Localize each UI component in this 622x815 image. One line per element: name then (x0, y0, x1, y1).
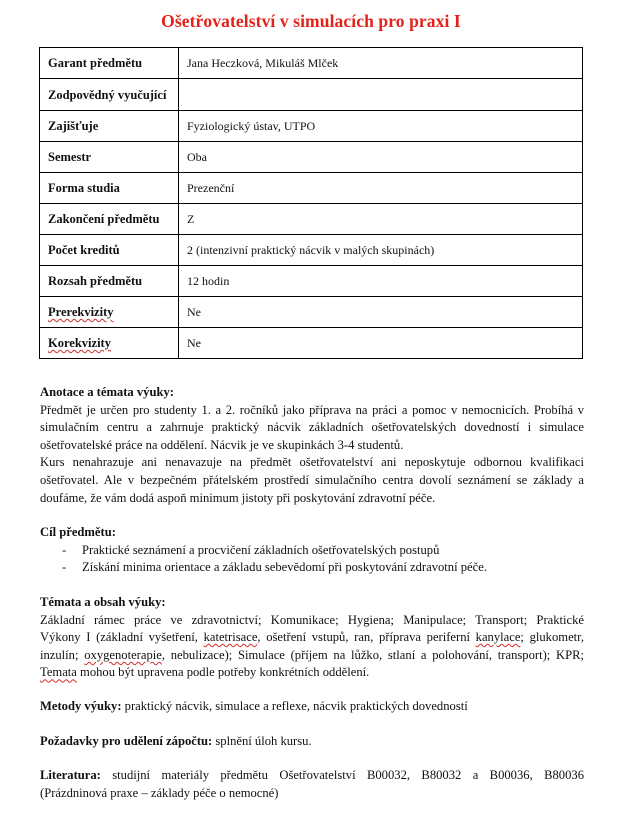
table-row (40, 142, 583, 173)
text-run: kanylace (475, 630, 521, 645)
requirements-section (40, 733, 584, 751)
literature-line (40, 767, 584, 785)
row-value: Fyziologický ústav, UTPO (179, 111, 583, 142)
methods-section (40, 698, 584, 716)
annotation-heading: Anotace a témata výuky: (40, 385, 174, 399)
annotation-line: ošetřovatel. Ale v bezpečném přátelském prostředí simulačního centra dovolí seznámení se základy a (40, 472, 584, 487)
row-value: Ne (179, 328, 583, 359)
text-run: Temata (40, 665, 77, 680)
text-run: , nebulizace); Simulace (příjem na lůžko, stlaní a polohování, transport); KPR; (161, 647, 584, 662)
goal-list (40, 542, 584, 577)
table-row (40, 79, 583, 111)
row-label: Zodpovědný vyučující (40, 79, 179, 111)
text-run: , ošetření vstupů, ran, příprava periferní (257, 630, 476, 645)
row-value: Ne (179, 297, 583, 328)
topics-line (40, 647, 584, 665)
literature-section (40, 767, 584, 802)
topics-heading: Témata a obsah výuky: (40, 595, 166, 609)
annotation-line: Kurs nenahrazuje ani nenavazuje na předmět ošetřovatelství ani neposkytuje odbornou kvalifikaci (40, 455, 584, 470)
row-value (179, 79, 583, 111)
table-row (40, 204, 583, 235)
row-value: Oba (179, 142, 583, 173)
topics-section (40, 594, 584, 682)
literature-line: (Prázdninová praxe – základy péče o nemocné) (40, 785, 279, 800)
row-value: Z (179, 204, 583, 235)
row-label: Zajišťuje (40, 111, 179, 142)
row-label: Počet kreditů (40, 235, 179, 266)
table-row (40, 328, 583, 359)
table-row (40, 173, 583, 204)
row-value: Prezenční (179, 173, 583, 204)
methods-label: Metody výuky: (40, 699, 122, 713)
requirements-label: Požadavky pro udělení zápočtu: (40, 734, 213, 748)
table-row (40, 266, 583, 297)
literature-label: Literatura: (40, 768, 101, 782)
table-row (40, 111, 583, 142)
list-item: - Získání minima orientace a základu sebevědomí při poskytování zdravotní péče. (40, 559, 584, 577)
row-label-text: Korekvizity (48, 336, 111, 350)
row-label-text: Prerekvizity (48, 305, 114, 319)
row-label: Garant předmětu (40, 48, 179, 79)
course-info-table (39, 47, 583, 359)
annotation-line: ošetřovatelské práce na oddělení. Nácvik je ve skupinkách 3-4 studentů. (40, 437, 404, 452)
topics-line (40, 664, 584, 682)
row-label: Forma studia (40, 173, 179, 204)
text-run: oxygenoterapie (84, 647, 162, 662)
annotation-line: Předmět je určen pro studenty 1. a 2. ročníků jako příprava na práci a pomoc v nemocnicích. Probíhá v (40, 402, 584, 417)
methods-text: praktický nácvik, simulace a reflexe, nácvik praktických dovedností (121, 699, 468, 713)
requirements-text: splnění úloh kursu. (212, 734, 312, 748)
row-label (40, 297, 179, 328)
row-label: Rozsah předmětu (40, 266, 179, 297)
text-run: ; glukometr, (520, 630, 584, 645)
topics-line: Základní rámec práce ve zdravotnictví; Komunikace; Hygiena; Manipulace; Transport; Praktické (40, 612, 584, 627)
row-label: Zakončení předmětu (40, 204, 179, 235)
goal-heading: Cíl předmětu: (40, 525, 116, 539)
text-run: mohou být upravena podle potřeby konkrétních oddělení. (76, 665, 370, 680)
table-row (40, 48, 583, 79)
goal-section (40, 524, 584, 577)
table-row (40, 297, 583, 328)
row-value: 2 (intenzivní praktický nácvik v malých skupinách) (179, 235, 583, 266)
text-run: Výkony I (základní vyšetření, (40, 630, 204, 645)
list-item: - Praktické seznámení a procvičení základních ošetřovatelských postupů (40, 542, 584, 560)
row-value: 12 hodin (179, 266, 583, 297)
row-value: Jana Heczková, Mikuláš Mlček (179, 48, 583, 79)
literature-text: studijní materiály předmětu Ošetřovatelství B00032, B80032 a B00036, B80036 (100, 768, 584, 782)
table-row (40, 235, 583, 266)
topics-line (40, 629, 584, 647)
annotation-line: simulačním centru a zahrnuje praktický nácvik základních ošetřovatelských dovedností i simulace (40, 420, 584, 435)
text-run: inzulín; (40, 647, 85, 662)
annotation-line: doufáme, že vám dodá aspoň minimum jistoty při poskytování zdravotní péče. (40, 490, 436, 505)
row-label (40, 328, 179, 359)
document-title: Ošetřovatelství v simulacích pro praxi I (161, 11, 461, 31)
annotation-section (40, 384, 584, 507)
row-label: Semestr (40, 142, 179, 173)
text-run: katetrisace (203, 630, 258, 645)
